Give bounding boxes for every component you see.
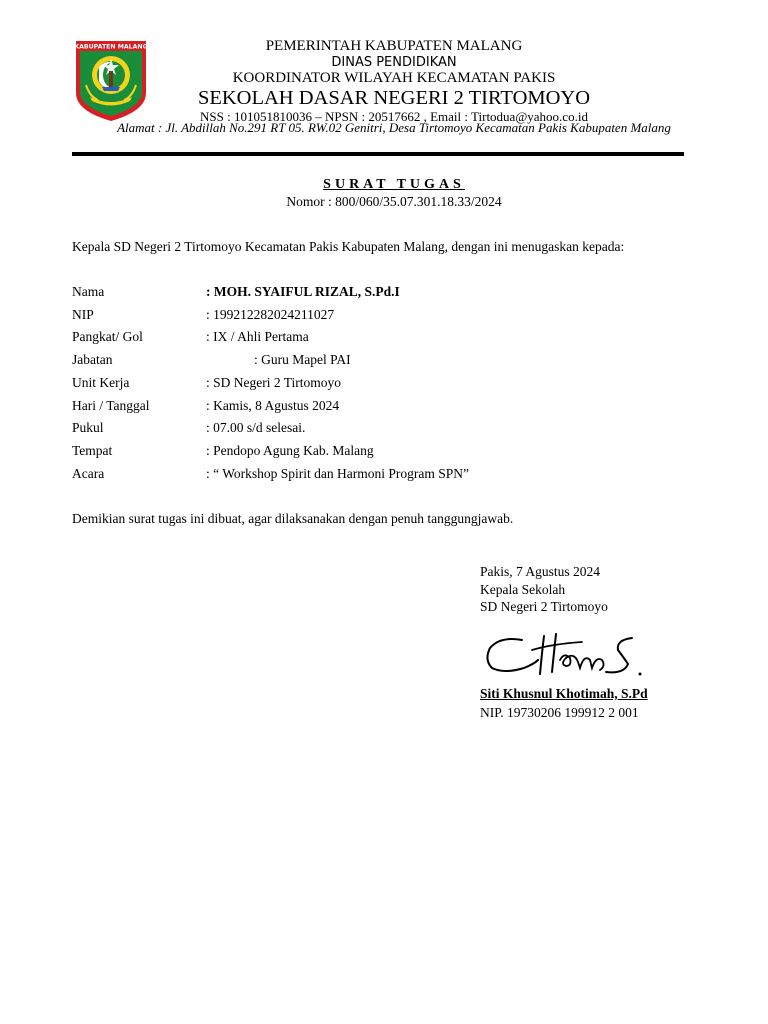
letterhead-divider (72, 152, 684, 156)
field-label: Pukul (72, 420, 104, 435)
field-label: Jabatan (72, 352, 113, 367)
field-value: : IX / Ahli Pertama (206, 329, 309, 344)
field-value: : 07.00 s/d selesai. (206, 420, 306, 435)
logo-caption: KABUPATEN MALANG (74, 43, 148, 51)
signature-place-date: Pakis, 7 Agustus 2024 (480, 564, 601, 579)
field-value: : Pendopo Agung Kab. Malang (206, 443, 374, 458)
field-value: : MOH. SYAIFUL RIZAL, S.Pd.I (206, 284, 400, 299)
letterhead-address: Alamat : Jl. Abdillah No.291 RT 05. RW.02 Genitri, Desa Tirtomoyo Kecamatan Pakis Kabupaten Malang (117, 120, 671, 135)
field-label: Hari / Tanggal (72, 398, 150, 413)
signer-name: Siti Khusnul Khotimah, S.Pd (480, 686, 648, 701)
field-label: NIP (72, 307, 94, 322)
field-value: : SD Negeri 2 Tirtomoyo (206, 375, 342, 390)
field-label: Tempat (72, 443, 113, 458)
intro-paragraph: Kepala SD Negeri 2 Tirtomoyo Kecamatan Pakis Kabupaten Malang, dengan ini menugaskan kepada: (72, 239, 625, 254)
field-label: Nama (72, 284, 105, 299)
field-label: Pangkat/ Gol (72, 329, 143, 344)
kabupaten-malang-logo-icon (72, 37, 150, 123)
letterhead-school-name: SEKOLAH DASAR NEGERI 2 TIRTOMOYO (197, 87, 591, 109)
handwritten-signature (482, 630, 652, 682)
field-label: Acara (72, 466, 105, 481)
field-value: : 199212282024211027 (206, 307, 335, 322)
signature-school: SD Negeri 2 Tirtomoyo (480, 599, 608, 614)
letterhead-line-government: PEMERINTAH KABUPATEN MALANG (265, 38, 523, 54)
letterhead (150, 38, 638, 124)
letter-number: Nomor : 800/060/35.07.301.18.33/2024 (286, 194, 502, 209)
letterhead-line-coordinator: KOORDINATOR WILAYAH KECAMATAN PAKIS (232, 70, 556, 86)
letterhead-line-department: DINAS PENDIDIKAN (331, 55, 457, 70)
field-value: : Guru Mapel PAI (254, 352, 351, 367)
field-value: : Kamis, 8 Agustus 2024 (206, 398, 340, 413)
letterhead-contact: NSS : 101051810036 – NPSN : 20517662 , Email : Tirtodua@yahoo.co.id (200, 109, 588, 124)
signer-nip: NIP. 19730206 199912 2 001 (480, 705, 639, 720)
letter-title: SURAT TUGAS (323, 177, 465, 192)
field-label: Unit Kerja (72, 375, 130, 390)
signature-block (480, 563, 608, 616)
field-value: : “ Workshop Spirit dan Harmoni Program SPN” (206, 466, 470, 481)
closing-paragraph: Demikian surat tugas ini dibuat, agar dilaksanakan dengan penuh tanggungjawab. (72, 511, 514, 526)
signature-position: Kepala Sekolah (480, 581, 566, 597)
